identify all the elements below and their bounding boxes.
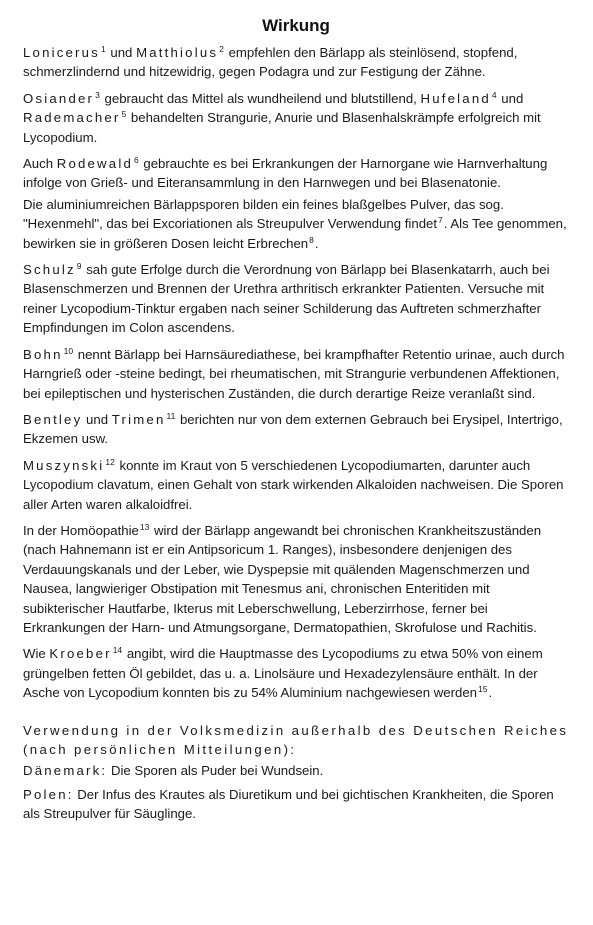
volksmedizin-heading: Verwendung in der Volksmedizin außerhalb des Deutschen Reiches (nach persönlichen Mitteilungen): <box>23 722 569 757</box>
paragraph-text: angibt, wird die Hauptmasse des Lycopodiums zu etwa 50% von einem grüngelben fetten Öl gebildet, das u. a. Linolsäure und Hexadezylensäure enthält. In der Asche von Lycopodium konnten bis zu 54% Aluminium nachgewiesen werden <box>23 646 543 701</box>
footnote-ref: 6 <box>133 155 139 166</box>
paragraph-text: . <box>488 685 493 701</box>
country-name: Polen: <box>23 786 74 802</box>
footnote-ref: 13 <box>139 521 150 532</box>
paragraph-text: nennt Bärlapp bei Harnsäurediathese, bei krampfhafter Retentio urinae, auch durch Harngrieß oder -steine bedingt, bei rheumatischen, mit Strangurie verbundenen Affektionen, bei epileptischen und hysterischen Zuständen, die durch derartige Reize veranlaßt sind. <box>23 346 565 401</box>
author-name: Kroeber <box>49 646 112 662</box>
author-name: Lonicerus <box>23 45 100 60</box>
paragraph-text: und <box>497 90 524 106</box>
paragraph-text: konnte im Kraut von 5 verschiedenen Lycopodiumarten, darunter auch Lycopodium clavatum, einen Gehalt von stark wirkenden Alkaloiden nachweisen. Die Sporen aller Arten waren alkaloidfrei. <box>23 457 564 512</box>
paragraph-text: und <box>106 45 137 60</box>
footnote-ref: 10 <box>63 345 74 356</box>
paragraph <box>23 644 569 702</box>
footnote-ref: 2 <box>219 44 224 54</box>
author-name: Schulz <box>23 262 76 278</box>
footnote-ref: 1 <box>100 44 106 54</box>
paragraph-text: wird der Bärlapp angewandt bei chronischen Krankheitszuständen (nach Hahnemann ist er ein Antipsoricum 1. Ranges), insbesondere denjenigen des Verdauungskanals und der Leber, wie Dyspepsie mit quälenden Magenschmerzen und Nausea, langwieriger Obstipation mit Tenesmus ani, chronischen Enteritiden mit subikterischer Hautfarbe, Ikterus mit Leberschwellung, Leberzirrhose, ferner bei Erkrankungen der Harn- und Atmungsorgane, Dermatopathien, Skrofulose und Rachitis. <box>23 522 542 635</box>
item-text: Der Infus des Krautes als Diuretikum und bei gichtischen Krankheiten, die Sporen als Streupulver für Säuglinge. <box>23 786 554 822</box>
author-name: Hufeland <box>420 90 491 106</box>
footnote-ref: 7 <box>438 215 443 226</box>
footnote-ref: 8 <box>309 234 314 245</box>
paragraph <box>23 345 569 403</box>
footnote-ref: 5 <box>121 109 127 120</box>
author-name: Rodewald <box>56 156 133 172</box>
footnote-ref: 9 <box>76 261 82 272</box>
paragraph-text: behandelten Strangurie, Anurie und Blasenhalskrämpfe erfolgreich mit Lycopodium. <box>23 110 541 145</box>
paragraph <box>23 260 569 338</box>
author-name: Matthiolus <box>136 45 219 60</box>
paragraph-text: gebrauchte es bei Erkrankungen der Harnorgane wie Harnverhaltung infolge von Grieß- und Eiteransammlung in den Harnwegen und bei Blasenatonie. <box>23 156 548 191</box>
paragraph-text: Wie <box>23 646 50 662</box>
paragraph-text: empfehlen den Bärlapp als steinlösend, stopfend, schmerzlindernd und hitzewidrig, gegen Podagra und zur Festigung der Zähne. <box>23 45 518 80</box>
paragraph-text: In der Homöopathie <box>23 522 139 538</box>
footnote-ref: 12 <box>105 456 115 467</box>
paragraph <box>23 521 569 637</box>
paragraph <box>23 154 569 193</box>
paragraph-text: und <box>82 411 112 427</box>
item-text: Die Sporen als Puder bei Wundsein. <box>107 763 324 779</box>
paragraph <box>23 456 569 514</box>
paragraph <box>23 195 569 253</box>
paragraph-text: Auch <box>23 156 57 172</box>
paragraph-text: . Als Tee genommen, bewirken sie in größeren Dosen leicht Erbrechen <box>23 216 567 251</box>
section-heading: Wirkung <box>262 16 330 35</box>
author-name: Muszynski <box>23 457 105 473</box>
volksmedizin-item-daenemark <box>23 761 569 780</box>
author-name: Trimen <box>111 411 166 427</box>
paragraph-list <box>23 43 569 703</box>
footnote-ref: 14 <box>112 645 123 656</box>
author-name: Bentley <box>23 411 83 427</box>
country-name: Dänemark: <box>23 763 108 779</box>
paragraph-text: berichten nur von dem externen Gebrauch bei Erysipel, Intertrigo, Ekzemen usw. <box>23 411 563 447</box>
paragraph-text: . <box>314 235 319 251</box>
author-name: Bohn <box>23 346 63 362</box>
paragraph-text: Die aluminiumreichen Bärlappsporen bilden ein feines blaßgelbes Pulver, das sog. "Hexenmehl", das bei Excoriationen als Streupulver Verwendung findet <box>23 196 504 232</box>
paragraph <box>23 410 569 449</box>
paragraph <box>23 43 569 82</box>
footnote-ref: 11 <box>166 410 176 421</box>
footnote-ref: 15 <box>478 684 488 695</box>
author-name: Osiander <box>23 90 95 106</box>
paragraph <box>23 89 569 147</box>
footnote-ref: 3 <box>95 89 100 100</box>
paragraph-text: sah gute Erfolge durch die Verordnung von Bärlapp bei Blasenkatarrh, auch bei Blasenschmerzen und Brennen der Urethra arthritisch erkrankter Patienten. Versuche mit reiner Lycopodium-Tinktur ergaben nach seiner Schilderung das Auftreten schmerzhafter Empfindungen im Colon ascendens. <box>23 262 550 336</box>
volksmedizin-item-polen <box>23 785 569 824</box>
paragraph-text: gebraucht das Mittel als wundheilend und blutstillend, <box>100 90 421 106</box>
author-name: Rademacher <box>23 110 121 126</box>
footnote-ref: 4 <box>491 89 497 100</box>
